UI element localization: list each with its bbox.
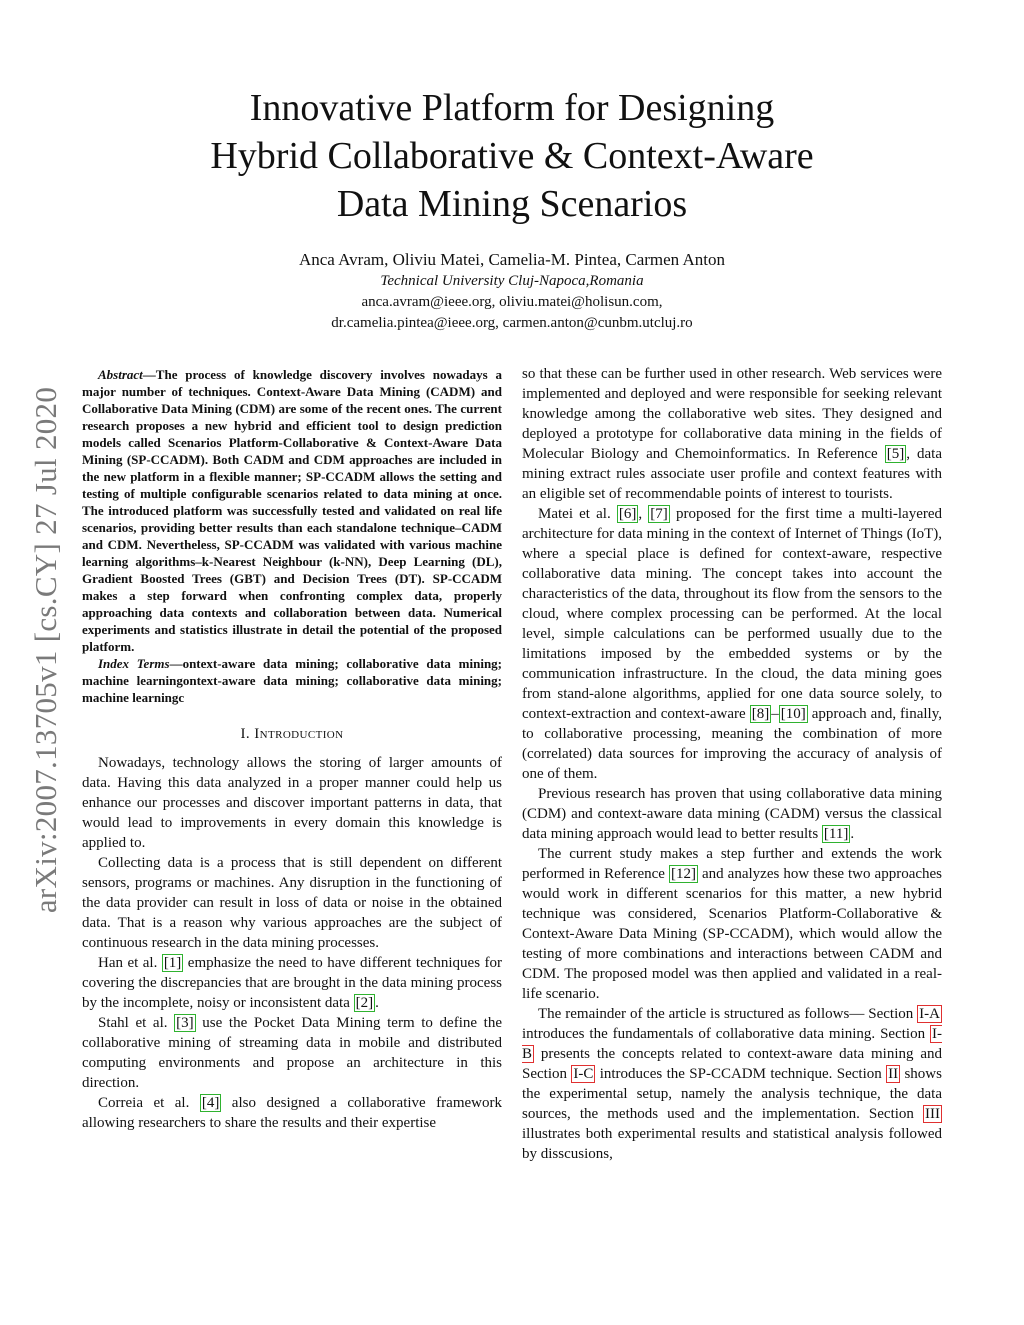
text-span: and analyzes how these two approaches would work in different scenarios for this matter, a new hybrid technique was considered, Scenarios Platform-Collaborative & Context-Aware Data Mining (SP-CCADM), which would allow the testing of more combinations and interactions between CADM and CDM. The proposed model was then applied and validated in a real-life scenario. — [522, 866, 942, 1002]
author-list: Anca Avram, Oliviu Matei, Camelia-M. Pintea, Carmen Anton — [298, 250, 725, 269]
text-span: introduces the fundamentals of collaborative data mining. Section — [522, 1026, 930, 1042]
section-ref-link[interactable]: I-A — [919, 1006, 940, 1022]
text-span: shows the experimental setup, namely the analysis technique, the data sources, the methods used and the implementation. Section — [522, 1066, 942, 1122]
section-ref-link[interactable]: III — [925, 1106, 940, 1122]
section-ref-link[interactable]: I-B — [522, 1026, 942, 1062]
text-span: use the Pocket Data Mining term to define the collaborative mining of streaming data in mobile and distributed computing environments and propose an architecture in this direction. — [82, 1015, 502, 1091]
text-span: Stahl et al. — [98, 1015, 175, 1031]
affiliation: Technical University Cluj-Napoca,Romania — [380, 273, 644, 289]
text-span: illustrates both experimental results and statistical analysis followed by disscusions, — [522, 1126, 942, 1162]
section-numeral: I. — [240, 726, 251, 742]
index-terms-paragraph — [82, 655, 502, 706]
citation-link[interactable]: [1] — [163, 955, 182, 971]
citation-link[interactable]: [4] — [201, 1095, 220, 1111]
email-line-1: anca.avram@ieee.org, oliviu.matei@holisun.com, — [361, 294, 663, 310]
author-emails — [150, 292, 874, 334]
text-span: also designed a collaborative framework allowing researchers to share the results and their expertise — [82, 1095, 502, 1131]
text-span: proposed for the first time a multi-layered architecture for data mining in the context of Internet of Things (IoT), where a special place is defined for context-aware, respective collaborative data mining. The concept takes into account the characteristics of the data, throughout its flow from the sensors to the cloud, where complex processing can be performed. At the local level, simple calculations can be performed usually due to the limitations imposed by the embedded systems or by the communication infrastructure. In the cloud, the data mining goes from stand-alone algorithms, applied for one data source solely, to context-extraction and context-aware — [522, 506, 943, 722]
paper-title — [100, 84, 924, 228]
abstract-label: Abstract — [98, 367, 143, 382]
abstract-text: —The process of knowledge discovery involves nowadays a major number of techniques. Context-Aware Data Mining (CADM) and Collaborative Data Mining (CDM) are some of the recent ones. The current research proposes a new hybrid and efficient tool to design prediction models called Scenarios Platform-Collaborative & Context-Aware Data Mining (SP-CCADM). Both CADM and CDM approaches are included in the new platform in a flexible manner; SP-CCADM allows the setting and testing of multiple configurable scenarios related to data mining at once. The introduced platform was successfully tested and validated on real life scenarios, providing better results than each standalone technique–CADM and CDM. Nevertheless, SP-CCADM was validated with various machine learning algorithms–k-Nearest Neighbour (k-NN), Deep Learning (DL), Gradient Boosted Trees (GBT) and Decision Trees (DT). SP-CCADM makes a step forward when confronting complex data, properly approaching data contexts and collaboration between data. Numerical experiments and statistics illustrate in detail the potential of the proposed platform. — [82, 367, 502, 654]
email-line-2: dr.camelia.pintea@ieee.org, carmen.anton@cunbm.utcluj.ro — [331, 315, 693, 331]
citation-link[interactable]: [3] — [176, 1015, 194, 1031]
right-paragraph-5 — [522, 1004, 942, 1164]
right-column — [522, 364, 942, 1164]
citation-link[interactable]: [2] — [355, 995, 374, 1011]
citation-link[interactable]: [12] — [670, 866, 696, 882]
section-title: Introduction — [254, 726, 344, 742]
right-paragraph-3 — [522, 784, 942, 844]
index-terms-text: —ontext-aware data mining; collaborative data mining; machine learningontext-aware data mining; collaborative data mining; machine learningc — [82, 656, 502, 705]
citation-link[interactable]: [11] — [823, 826, 849, 842]
text-span: Matei et al. — [538, 506, 617, 522]
text-span: . — [850, 826, 855, 842]
section-ref-link[interactable]: I-C — [573, 1066, 594, 1082]
text-span: introduces the SP-CCADM technique. Section — [595, 1066, 887, 1082]
citation-link[interactable]: [10] — [780, 706, 806, 722]
intro-paragraph-3 — [82, 953, 502, 1013]
intro-paragraph-5 — [82, 1093, 502, 1133]
title-line-3: Data Mining Scenarios — [336, 183, 688, 225]
arxiv-side-stamp: arXiv:2007.13705v1 [cs.CY] 27 Jul 2020 — [28, 386, 63, 914]
abstract-paragraph — [82, 366, 502, 655]
section-ref-link[interactable]: II — [888, 1066, 899, 1082]
citation-link[interactable]: [8] — [751, 706, 770, 722]
text-span: approach and, finally, to collaborative processing, meaning the combination of more (correlated) data sources for improving the accuracy of analysis of one of them. — [522, 706, 942, 782]
title-line-2: Hybrid Collaborative & Context-Aware — [210, 135, 814, 177]
index-terms-label: Index Terms — [98, 656, 170, 671]
text-span: , — [638, 506, 649, 522]
citation-link[interactable]: [5] — [886, 446, 905, 462]
text-span: – — [771, 706, 779, 722]
text-span: Correia et al. — [98, 1095, 200, 1111]
text-span: so that these can be further used in other research. Web services were implemented and deployed and were responsible for seeking relevant knowledge among the collaborative web sites. They designed and deployed a prototype for collaborative data mining in the fields of Molecular Biology and Chemoinformatics. In Reference — [522, 366, 942, 462]
citation-link[interactable]: [7] — [650, 506, 668, 522]
text-span: . — [375, 995, 379, 1011]
text-span: Han et al. — [98, 955, 162, 971]
right-paragraph-4 — [522, 844, 942, 1004]
intro-paragraph-2: Collecting data is a process that is still dependent on different sensors, programs or machines. Any disruption in the functioning of the data provider can result in loss of data or noise in the obtained data. That is a reason why various approaches are the subject of continuous research in the data mining processes. — [82, 855, 502, 951]
intro-paragraph-1: Nowadays, technology allows the storing of larger amounts of data. Having this data analyzed in a proper manner could help us enhance our processes and discover important patterns in data, that would lead to improvements in every domain this knowledge is applied to. — [82, 755, 502, 851]
abstract-block — [82, 366, 502, 706]
text-span: The current study makes a step further and extends the work performed in Reference — [522, 846, 942, 882]
intro-paragraph-4 — [82, 1013, 502, 1093]
section-heading — [82, 726, 502, 743]
text-span: presents the concepts related to context-aware data mining and Section — [522, 1046, 942, 1082]
text-span: The remainder of the article is structured as follows— Section — [538, 1006, 918, 1022]
left-column — [82, 366, 502, 1133]
citation-link[interactable]: [6] — [618, 506, 637, 522]
title-line-1: Innovative Platform for Designing — [249, 87, 775, 129]
right-paragraph-1 — [522, 364, 942, 504]
right-paragraph-2 — [522, 504, 942, 784]
text-span: emphasize the need to have different techniques for covering the discrepancies that are brought in the data mining process by the incomplete, noisy or inconsistent data — [82, 955, 503, 1011]
text-span: Previous research has proven that using collaborative data mining (CDM) and context-aware data mining (CADM) versus the classical data mining approach would lead to better results — [522, 786, 942, 842]
intro-body — [82, 753, 502, 1133]
text-span: , data mining extract rules associate user profile and context features with an eligible set of recommendable points of interest to tourists. — [522, 446, 943, 502]
